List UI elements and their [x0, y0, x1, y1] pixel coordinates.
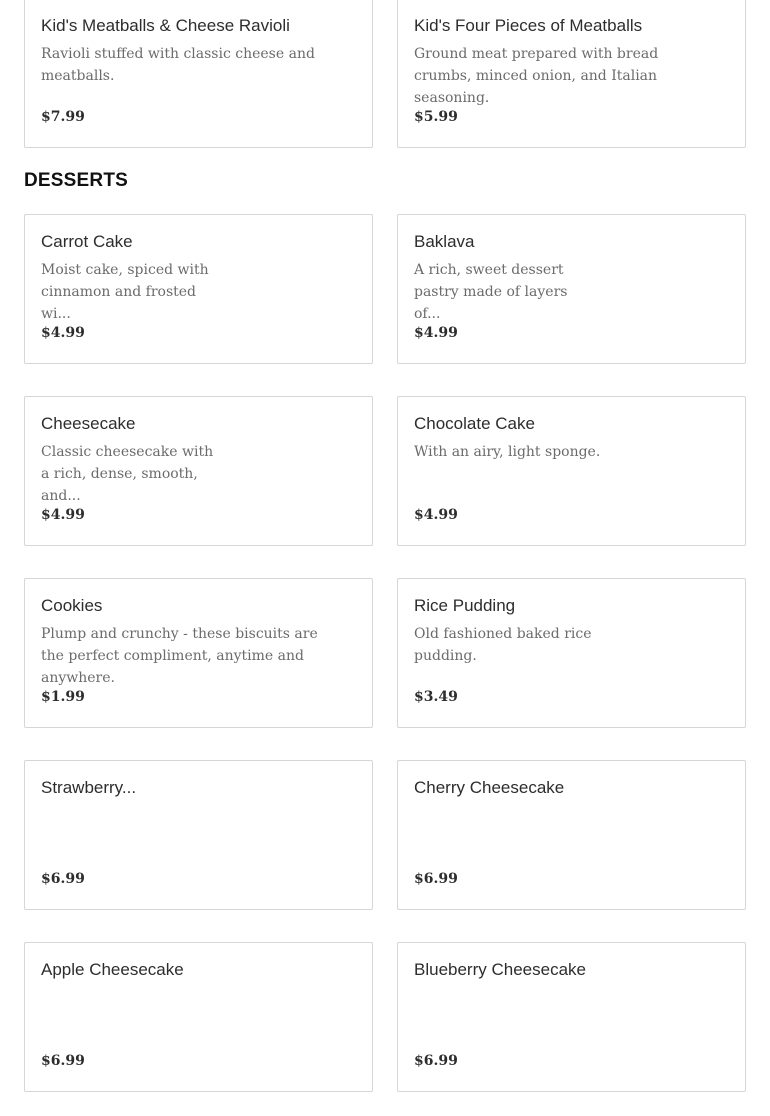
menu-item-card[interactable]: [397, 942, 746, 1092]
menu-item-name: Kid's Meatballs & Cheese Ravioli: [41, 16, 290, 35]
menu-item-price: $4.99: [41, 507, 85, 523]
menu-item-price: $1.99: [41, 689, 85, 705]
menu-item-price: $6.99: [414, 871, 458, 887]
menu-item-name: Carrot Cake: [41, 232, 133, 251]
menu-item-name: Rice Pudding: [414, 596, 516, 615]
menu-item-card[interactable]: [24, 578, 373, 728]
menu-item-description: Classic cheesecake with a rich, dense, smooth, and...: [41, 444, 214, 504]
menu-item-name: Cookies: [41, 596, 103, 615]
menu-item-description: Old fashioned baked rice pudding.: [414, 626, 592, 664]
menu-item-card[interactable]: [24, 942, 373, 1092]
menu-item-description: With an airy, light sponge.: [414, 444, 601, 460]
menu-item-price: $4.99: [414, 507, 458, 523]
menu-item-card[interactable]: [397, 0, 746, 148]
menu-item-card[interactable]: [397, 214, 746, 364]
menu-item-name: Kid's Four Pieces of Meatballs: [414, 16, 643, 35]
menu-item-name: Strawberry...: [41, 778, 137, 797]
menu-item-name: Chocolate Cake: [414, 414, 535, 433]
kids-menu-grid: [24, 0, 746, 148]
menu-item-name: Apple Cheesecake: [41, 960, 184, 979]
menu-item-description: Moist cake, spiced with cinnamon and frosted wi...: [41, 262, 209, 322]
menu-item-name: Cherry Cheesecake: [414, 778, 565, 797]
menu-item-description: Plump and crunchy - these biscuits are the perfect compliment, anytime and anywhere.: [41, 626, 318, 686]
menu-item-name: Cheesecake: [41, 414, 136, 433]
menu-item-card[interactable]: [24, 0, 373, 148]
menu-item-price: $6.99: [41, 1053, 85, 1069]
menu-item-name: Blueberry Cheesecake: [414, 960, 586, 979]
menu-item-card[interactable]: [397, 578, 746, 728]
menu-item-price: $6.99: [414, 1053, 458, 1069]
menu-page: [24, 0, 746, 1092]
menu-item-description: Ground meat prepared with bread crumbs, minced onion, and Italian seasoning.: [414, 46, 659, 106]
menu-item-price: $4.99: [41, 325, 85, 341]
section-title-desserts: DESSERTS: [24, 170, 129, 191]
menu-item-card[interactable]: [397, 760, 746, 910]
menu-item-card[interactable]: [24, 760, 373, 910]
menu-item-card[interactable]: [24, 396, 373, 546]
menu-item-description: A rich, sweet dessert pastry made of layers of...: [414, 262, 568, 322]
menu-item-price: $4.99: [414, 325, 458, 341]
menu-item-card[interactable]: [24, 214, 373, 364]
menu-item-price: $3.49: [414, 689, 458, 705]
menu-item-price: $6.99: [41, 871, 85, 887]
menu-item-price: $5.99: [414, 109, 458, 125]
menu-item-price: $7.99: [41, 109, 85, 125]
desserts-grid: [24, 214, 746, 1092]
menu-item-name: Baklava: [414, 232, 475, 251]
menu-item-card[interactable]: [397, 396, 746, 546]
menu-item-description: Ravioli stuffed with classic cheese and meatballs.: [41, 46, 315, 84]
